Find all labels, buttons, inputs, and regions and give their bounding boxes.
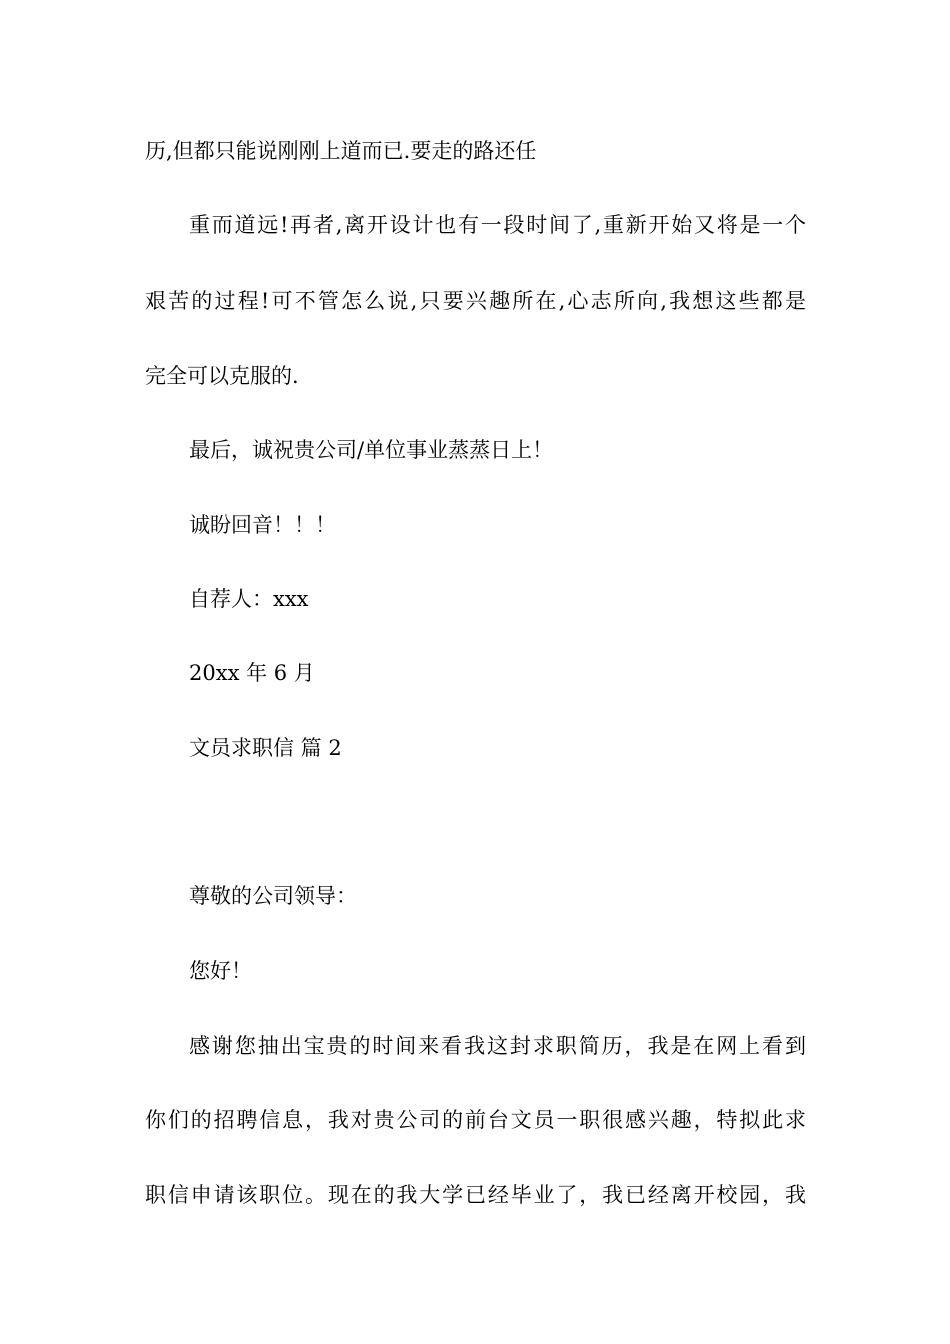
salutation: 尊敬的公司领导： (189, 884, 357, 908)
greeting: 您好！ (189, 959, 252, 983)
paragraph-line: 你们的招聘信息，我对贵公司的前台文员一职很感兴趣，特拟此求 (145, 1108, 806, 1132)
date: 20xx 年 6 月 (189, 661, 315, 685)
section-heading: 文员求职信 篇 2 (189, 736, 342, 760)
paragraph-line: 职信申请该职位。现在的我大学已经毕业了，我已经离开校园，我 (145, 1183, 806, 1207)
paragraph-line: 艰苦的过程!可不管怎么说,只要兴趣所在,心志所向,我想这些都是 (145, 289, 806, 313)
closing-wish: 最后，诚祝贵公司/单位事业蒸蒸日上！ (189, 438, 554, 462)
closing-request: 诚盼回音！！！ (189, 513, 336, 537)
paragraph-line: 感谢您抽出宝贵的时间来看我这封求职简历，我是在网上看到 (189, 1034, 806, 1058)
paragraph-line: 完全可以克服的. (145, 364, 299, 388)
paragraph-line: 重而道远!再者,离开设计也有一段时间了,重新开始又将是一个 (189, 213, 806, 237)
paragraph-line: 历,但都只能说刚刚上道而已.要走的路还任 (145, 139, 537, 163)
signature: 自荐人：xxx (189, 587, 309, 611)
